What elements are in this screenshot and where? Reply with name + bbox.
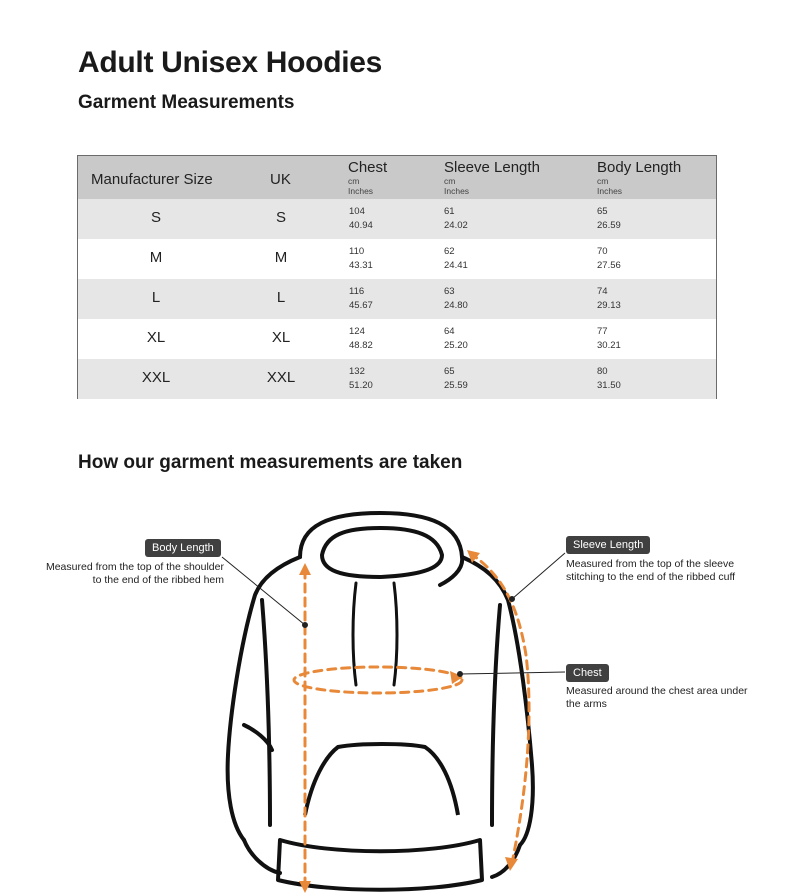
cell-uk: M bbox=[274, 249, 288, 266]
body-outline bbox=[228, 557, 533, 845]
cell-sleeve-cm: 65 bbox=[444, 366, 455, 377]
header-body-inches: Inches bbox=[597, 186, 623, 196]
header-sleeve-inches: Inches bbox=[444, 186, 470, 196]
cell-chest-cm: 132 bbox=[349, 366, 365, 377]
cell-chest bbox=[349, 285, 373, 313]
cell-chest-in: 43.31 bbox=[349, 260, 373, 271]
body-length-desc-line1: Measured from the top of the shoulder bbox=[45, 561, 224, 573]
cell-chest-cm: 116 bbox=[349, 286, 365, 297]
chest-description bbox=[566, 685, 786, 711]
cell-body bbox=[597, 245, 621, 273]
cell-sleeve-cm: 64 bbox=[444, 326, 455, 337]
header-chest-inches: Inches bbox=[348, 186, 374, 196]
header-chest-label: Chest bbox=[348, 159, 388, 176]
cell-uk: XL bbox=[271, 329, 291, 346]
cell-body-cm: 80 bbox=[597, 366, 608, 377]
chest-leader bbox=[460, 672, 565, 674]
sleeve-length-desc-line2: stitching to the end of the ribbed cuff bbox=[566, 571, 736, 583]
table-row bbox=[78, 239, 716, 279]
cell-body-in: 26.59 bbox=[597, 220, 621, 231]
cell-sleeve-cm: 61 bbox=[444, 206, 455, 217]
sleeve-length-line bbox=[470, 553, 529, 863]
cell-sleeve bbox=[444, 325, 468, 353]
header-sleeve-length bbox=[444, 159, 540, 196]
body-length-description bbox=[20, 561, 224, 587]
sleeve-length-leader bbox=[512, 553, 565, 599]
sleeve-length-description bbox=[566, 558, 786, 584]
cell-sleeve-cm: 62 bbox=[444, 246, 455, 257]
body-length-tag: Body Length bbox=[145, 539, 221, 557]
cell-size: XL bbox=[146, 329, 166, 346]
cell-chest-in: 45.67 bbox=[349, 300, 373, 311]
cell-chest-in: 51.20 bbox=[349, 380, 373, 391]
cell-body bbox=[597, 285, 621, 313]
cell-body-cm: 77 bbox=[597, 326, 608, 337]
page-subtitle: Garment Measurements bbox=[78, 92, 295, 113]
chest-line bbox=[294, 667, 462, 693]
cell-body-in: 31.50 bbox=[597, 380, 621, 391]
cell-sleeve bbox=[444, 205, 468, 233]
hood-inner bbox=[322, 528, 442, 577]
cell-sleeve bbox=[444, 245, 468, 273]
cell-chest bbox=[349, 365, 373, 393]
header-sleeve-label: Sleeve Length bbox=[444, 159, 540, 176]
header-body-length bbox=[597, 159, 681, 196]
body-length-desc-line2: to the end of the ribbed hem bbox=[92, 574, 224, 586]
cell-sleeve-in: 25.59 bbox=[444, 380, 468, 391]
cell-chest bbox=[349, 245, 373, 273]
drawstrings bbox=[353, 583, 397, 685]
cell-size: XXL bbox=[141, 369, 171, 386]
cell-sleeve bbox=[444, 365, 468, 393]
cell-chest-cm: 104 bbox=[349, 206, 365, 217]
table-row bbox=[78, 319, 716, 359]
table-header bbox=[78, 156, 716, 199]
table-row bbox=[78, 199, 716, 239]
cell-sleeve bbox=[444, 285, 468, 313]
header-sleeve-cm: cm bbox=[444, 176, 456, 186]
cell-sleeve-cm: 63 bbox=[444, 286, 455, 297]
cell-body-cm: 65 bbox=[597, 206, 608, 217]
how-measured-title: How our garment measurements are taken bbox=[78, 452, 463, 473]
cell-body-cm: 74 bbox=[597, 286, 608, 297]
header-chest-cm: cm bbox=[348, 176, 360, 186]
cell-uk: XXL bbox=[266, 369, 296, 386]
cell-body bbox=[597, 325, 621, 353]
cell-sleeve-in: 25.20 bbox=[444, 340, 468, 351]
left-cuff bbox=[244, 840, 280, 873]
cell-body-in: 30.21 bbox=[597, 340, 621, 351]
cell-body-in: 29.13 bbox=[597, 300, 621, 311]
measurement-figure bbox=[0, 495, 794, 893]
cell-sleeve-in: 24.80 bbox=[444, 300, 468, 311]
chest-desc-line1: Measured around the chest area under bbox=[566, 685, 748, 697]
header-chest bbox=[348, 159, 387, 196]
header-uk: UK bbox=[270, 171, 291, 188]
cell-uk: S bbox=[275, 209, 286, 226]
header-manufacturer-size: Manufacturer Size bbox=[91, 171, 213, 188]
sleeve-length-tag: Sleeve Length bbox=[566, 536, 650, 554]
header-body-label: Body Length bbox=[597, 159, 682, 176]
page-title: Adult Unisex Hoodies bbox=[78, 46, 383, 79]
cell-sleeve-in: 24.41 bbox=[444, 260, 468, 271]
header-body-cm: cm bbox=[597, 176, 609, 186]
table-row bbox=[78, 359, 716, 399]
cell-body bbox=[597, 365, 621, 393]
table-row bbox=[78, 279, 716, 319]
sleeve-length-desc-line1: Measured from the top of the sleeve bbox=[566, 558, 735, 570]
body-length-arrow-top bbox=[299, 563, 311, 575]
cell-body bbox=[597, 205, 621, 233]
cell-chest-in: 48.82 bbox=[349, 340, 373, 351]
measurement-table bbox=[77, 155, 717, 399]
chest-tag: Chest bbox=[566, 664, 609, 682]
kangaroo-pocket bbox=[305, 744, 458, 815]
chest-desc-line2: the arms bbox=[566, 698, 607, 710]
cell-uk: L bbox=[276, 289, 286, 306]
cell-chest-in: 40.94 bbox=[349, 220, 373, 231]
cell-size: M bbox=[149, 249, 163, 266]
cell-body-cm: 70 bbox=[597, 246, 608, 257]
cell-size: S bbox=[150, 209, 161, 226]
cell-chest-cm: 110 bbox=[349, 246, 365, 257]
cell-body-in: 27.56 bbox=[597, 260, 621, 271]
cell-size: L bbox=[151, 289, 161, 306]
cell-sleeve-in: 24.02 bbox=[444, 220, 468, 231]
cell-chest bbox=[349, 325, 373, 353]
cell-chest bbox=[349, 205, 373, 233]
cell-chest-cm: 124 bbox=[349, 326, 365, 337]
